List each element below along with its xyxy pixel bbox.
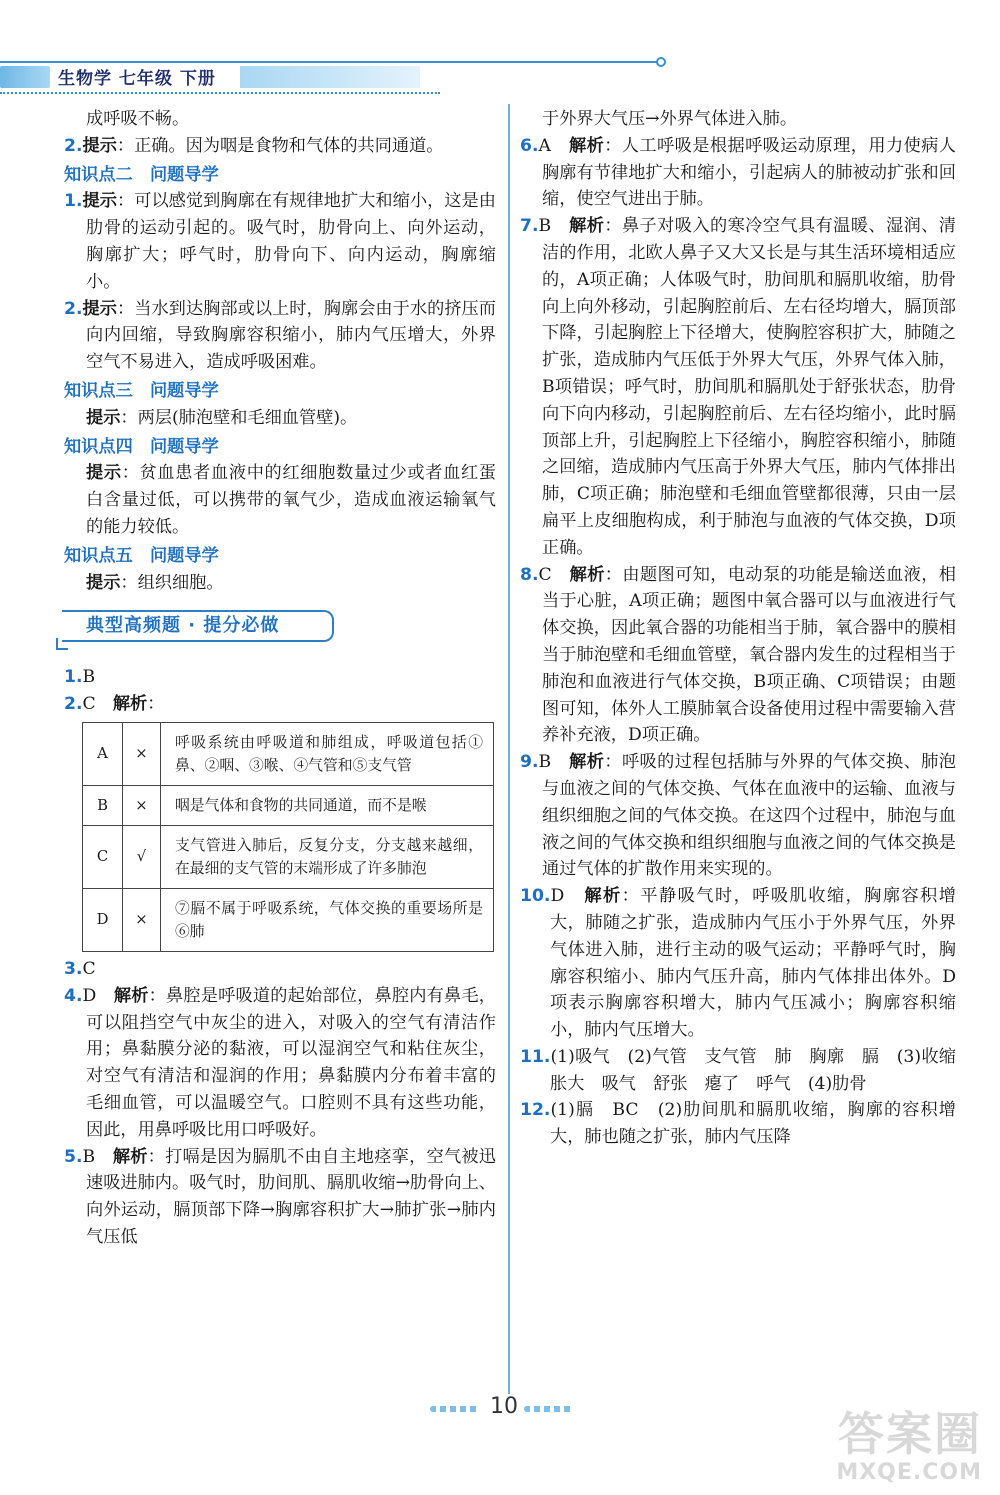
item-number: 8.	[520, 564, 539, 585]
answer-text: ：人工呼吸是根据呼吸运动原理，用力使病人胸廓有节律地扩大和缩小，引起病人的肺被动扩张和回缩，使空气进出于肺。	[542, 135, 956, 210]
hint-label: 提示	[82, 191, 117, 212]
continued-text: 于外界大气压→外界气体进入肺。	[542, 109, 798, 129]
answer-text: ：呼吸的过程包括肺与外界的气体交换、肺泡与血液之间的气体交换、气体在血液中的运输、血液与组织细胞之间的气体交换。在这四个过程中，肺泡与血液之间的气体交换和组织细胞与血液之间的气体交换是通过气体的扩散作用来实现的。	[542, 752, 956, 880]
item-number: 3.	[64, 958, 83, 979]
option-cell: B	[83, 785, 123, 825]
header-accent-bar	[0, 66, 50, 88]
answer-choice: A	[538, 135, 569, 156]
header-rule	[0, 61, 660, 63]
left-column	[64, 106, 496, 1251]
table-row	[83, 722, 494, 785]
explanation-cell: ⑦膈不属于呼吸系统，气体交换的重要场所是⑥肺	[161, 888, 494, 951]
answer-item	[520, 1097, 956, 1151]
answer-text: (1)膈 BC (2)肋间肌和膈肌收缩，胸廓的容积增大，肺也随之扩张，肺内气压降	[550, 1100, 956, 1148]
answer-choice: B	[538, 752, 570, 773]
table-row	[83, 888, 494, 951]
judgement-cell: ×	[123, 785, 161, 825]
hint-label: 提示	[82, 135, 117, 156]
item-number: 11.	[520, 1046, 551, 1067]
answer-text: ：鼻腔是呼吸道的起始部位，鼻腔内有鼻毛，可以阻挡空气中灰尘的进入，对吸入的空气有清洁作用；鼻黏膜分泌的黏液，可以湿润空气和粘住灰尘，对空气有清洁和湿润的作用；鼻黏膜内分布着丰富的毛细血管，可以温暖空气。口腔则不具有这些功能，因此，用鼻呼吸比用口呼吸好。	[86, 985, 496, 1140]
answer-text: ：	[147, 694, 165, 715]
analysis-label: 解析	[112, 694, 148, 715]
footer-ornament	[430, 1406, 480, 1412]
judgement-cell: √	[123, 825, 161, 888]
option-cell: D	[83, 888, 123, 951]
answer-choice: B	[82, 1146, 113, 1167]
section-banner	[62, 610, 496, 644]
judgement-cell: ×	[123, 722, 161, 785]
answer-item	[64, 1144, 496, 1251]
section-heading: 知识点二 问题导学	[64, 164, 219, 185]
item-number: 2.	[64, 694, 83, 715]
item-number: 1.	[64, 667, 83, 688]
answer-item	[64, 664, 496, 691]
option-cell: C	[83, 825, 123, 888]
item-number: 12.	[520, 1100, 551, 1121]
answer-item	[64, 405, 496, 432]
section-heading: 知识点四 问题导学	[64, 436, 219, 457]
item-number: 9.	[520, 752, 539, 773]
answer-item	[64, 691, 496, 718]
answer-item	[64, 570, 496, 597]
hint-label: 提示	[86, 572, 121, 593]
answer-choice: C	[82, 694, 113, 715]
answer-item	[64, 983, 496, 1144]
answer-item	[520, 883, 956, 1044]
table-row	[83, 785, 494, 825]
analysis-label: 解析	[584, 886, 622, 907]
analysis-label: 解析	[569, 752, 605, 773]
item-number: 1.	[64, 191, 83, 212]
header-dotted-rule	[0, 92, 440, 94]
answer-text: ：打嗝是因为膈肌不由自主地痉挛，空气被迅速吸进肺内。吸气时，肋间肌、膈肌收缩→肋骨向上、向外运动，膈顶部下降→胸廓容积扩大→肺扩张→肺内气压低	[86, 1146, 496, 1247]
answer-text: ：平静吸气时，呼吸肌收缩，胸廓容积增大，肺随之扩张，造成肺内气压小于外界气压，外界气体进入肺，进行主动的吸气运动；平静呼气时，胸廓容积缩小、肺内气压升高，肺内气体排出体外。D项表示胸廓容积增大，肺内气压减小；胸廓容积缩小，肺内气压增大。	[550, 886, 956, 1041]
item-number: 2.	[64, 298, 83, 319]
answer-text: (1)吸气 (2)气管 支气管 肺 胸廓 膈 (3)收缩 胀大 吸气 舒张 瘪了 呼气 (4)肋骨	[550, 1046, 974, 1094]
judgement-cell: ×	[123, 888, 161, 951]
header-gradient-bar	[240, 66, 420, 88]
answer-item	[520, 133, 956, 213]
answer-text: ：由题图可知，电动泵的功能是输送血液，相当于心脏，A项正确；题图中氧合器可以与血液进行气体交换，因此氧合器的功能相当于肺，氧合器中的膜相当于肺泡壁和毛细血管壁，氧合器内发生的过程相当于肺泡和血液进行气体交换，B项正确、C项错误；由题图可知，体外人工膜肺氧合设备使用过程中需要输入营养补充液，D项正确。	[542, 564, 956, 746]
answer-text: ：当水到达胸部或以上时，胸廓会由于水的挤压而向内回缩，导致胸廓容积缩小，肺内气压增大，外界空气不易进入，造成呼吸困难。	[86, 298, 496, 373]
page-footer	[420, 1396, 580, 1426]
option-cell: A	[83, 722, 123, 785]
section-heading: 知识点三 问题导学	[64, 380, 219, 401]
answer-text: ：可以感觉到胸廓在有规律地扩大和缩小，这是由肋骨的运动引起的。吸气时，肋骨向上、向外运动，胸廓扩大；呼气时，肋骨向下、向内运动，胸廓缩小。	[86, 191, 496, 292]
hint-label: 提示	[82, 298, 117, 319]
footer-ornament	[524, 1406, 574, 1412]
answer-choice: C	[538, 564, 570, 585]
answer-item	[520, 213, 956, 561]
watermark-url: MXQE.COM	[836, 1460, 982, 1485]
hint-label: 提示	[86, 407, 121, 428]
answer-text: ：正确。因为咽是食物和气体的共同通道。	[116, 135, 444, 156]
explanation-cell: 咽是气体和食物的共同通道，而不是喉	[161, 785, 494, 825]
hint-label: 提示	[86, 463, 122, 484]
continued-text: 成呼吸不畅。	[86, 109, 190, 129]
explanation-cell: 呼吸系统由呼吸道和肺组成，呼吸道包括①鼻、②咽、③喉、④气管和⑤支气管	[161, 722, 494, 785]
answer-item	[64, 956, 496, 983]
answer-item	[64, 188, 496, 295]
answer-choice: D	[82, 985, 114, 1006]
item-number: 5.	[64, 1146, 83, 1167]
answer-choice: B	[538, 216, 570, 237]
analysis-table	[82, 722, 494, 952]
analysis-label: 解析	[568, 135, 605, 156]
explanation-cell: 支气管进入肺后，反复分支，分支越来越细，在最细的支气管的末端形成了许多肺泡	[161, 825, 494, 888]
watermark-text: 答案圈	[838, 1407, 982, 1461]
page-header	[0, 58, 1000, 98]
table-row	[83, 825, 494, 888]
watermark-logo	[836, 1408, 982, 1485]
analysis-label: 解析	[113, 985, 149, 1006]
page-number: 10	[490, 1394, 518, 1419]
item-number: 10.	[520, 886, 551, 907]
item-number: 6.	[520, 135, 539, 156]
answer-choice: C	[82, 958, 96, 979]
answer-item	[520, 749, 956, 883]
analysis-label: 解析	[112, 1146, 148, 1167]
analysis-label: 解析	[569, 564, 605, 585]
answer-text: ：贫血患者血液中的红细胞数量过少或者血红蛋白含量过低，可以携带的氧气少，造成血液运输氧气的能力较低。	[86, 463, 496, 537]
section-heading: 知识点五 问题导学	[64, 545, 219, 566]
book-title: 生物学 七年级 下册	[58, 69, 216, 89]
answer-item	[520, 1044, 974, 1098]
answer-text: ：两层(肺泡壁和毛细血管壁)。	[120, 407, 358, 428]
answer-item	[64, 133, 496, 160]
banner-title: 典型高频题 · 提分必做	[86, 615, 280, 637]
item-number: 4.	[64, 985, 83, 1006]
item-number: 2.	[64, 135, 83, 156]
answer-choice: B	[82, 667, 96, 688]
header-rule-dot	[656, 57, 666, 67]
analysis-label: 解析	[569, 216, 605, 237]
answer-text: ：鼻子对吸入的寒冷空气具有温暖、湿润、清洁的作用，北欧人鼻子又大又长是与其生活环境相适应的，A项正确；人体吸气时，肋间肌和膈肌收缩，肋骨向上向外移动，引起胸腔前后、左右径均增大，膈顶部下降，引起胸腔上下径增大，使胸腔容积扩大，肺随之扩张，造成肺内气压低于外界大气压，外界气体入肺，B项错误；呼气时，肋间肌和膈肌处于舒张状态，肋骨向下向内移动，引起胸腔前后、左右径均缩小，此时膈顶部上升，引起胸腔上下径缩小，胸腔容积缩小，肺随之回缩，造成肺内气压高于外界大气压，肺内气体排出肺，C项正确；肺泡壁和毛细血管壁都很薄，只由一层扁平上皮细胞构成，利于肺泡与血液的气体交换，D项正确。	[542, 216, 956, 558]
item-number: 7.	[520, 216, 539, 237]
answer-choice: D	[550, 886, 585, 907]
column-divider	[508, 104, 510, 1394]
answer-item	[64, 460, 496, 540]
answer-text: ：组织细胞。	[120, 572, 224, 593]
right-column	[520, 106, 974, 1151]
answer-item	[64, 296, 496, 376]
answer-item	[520, 562, 956, 750]
